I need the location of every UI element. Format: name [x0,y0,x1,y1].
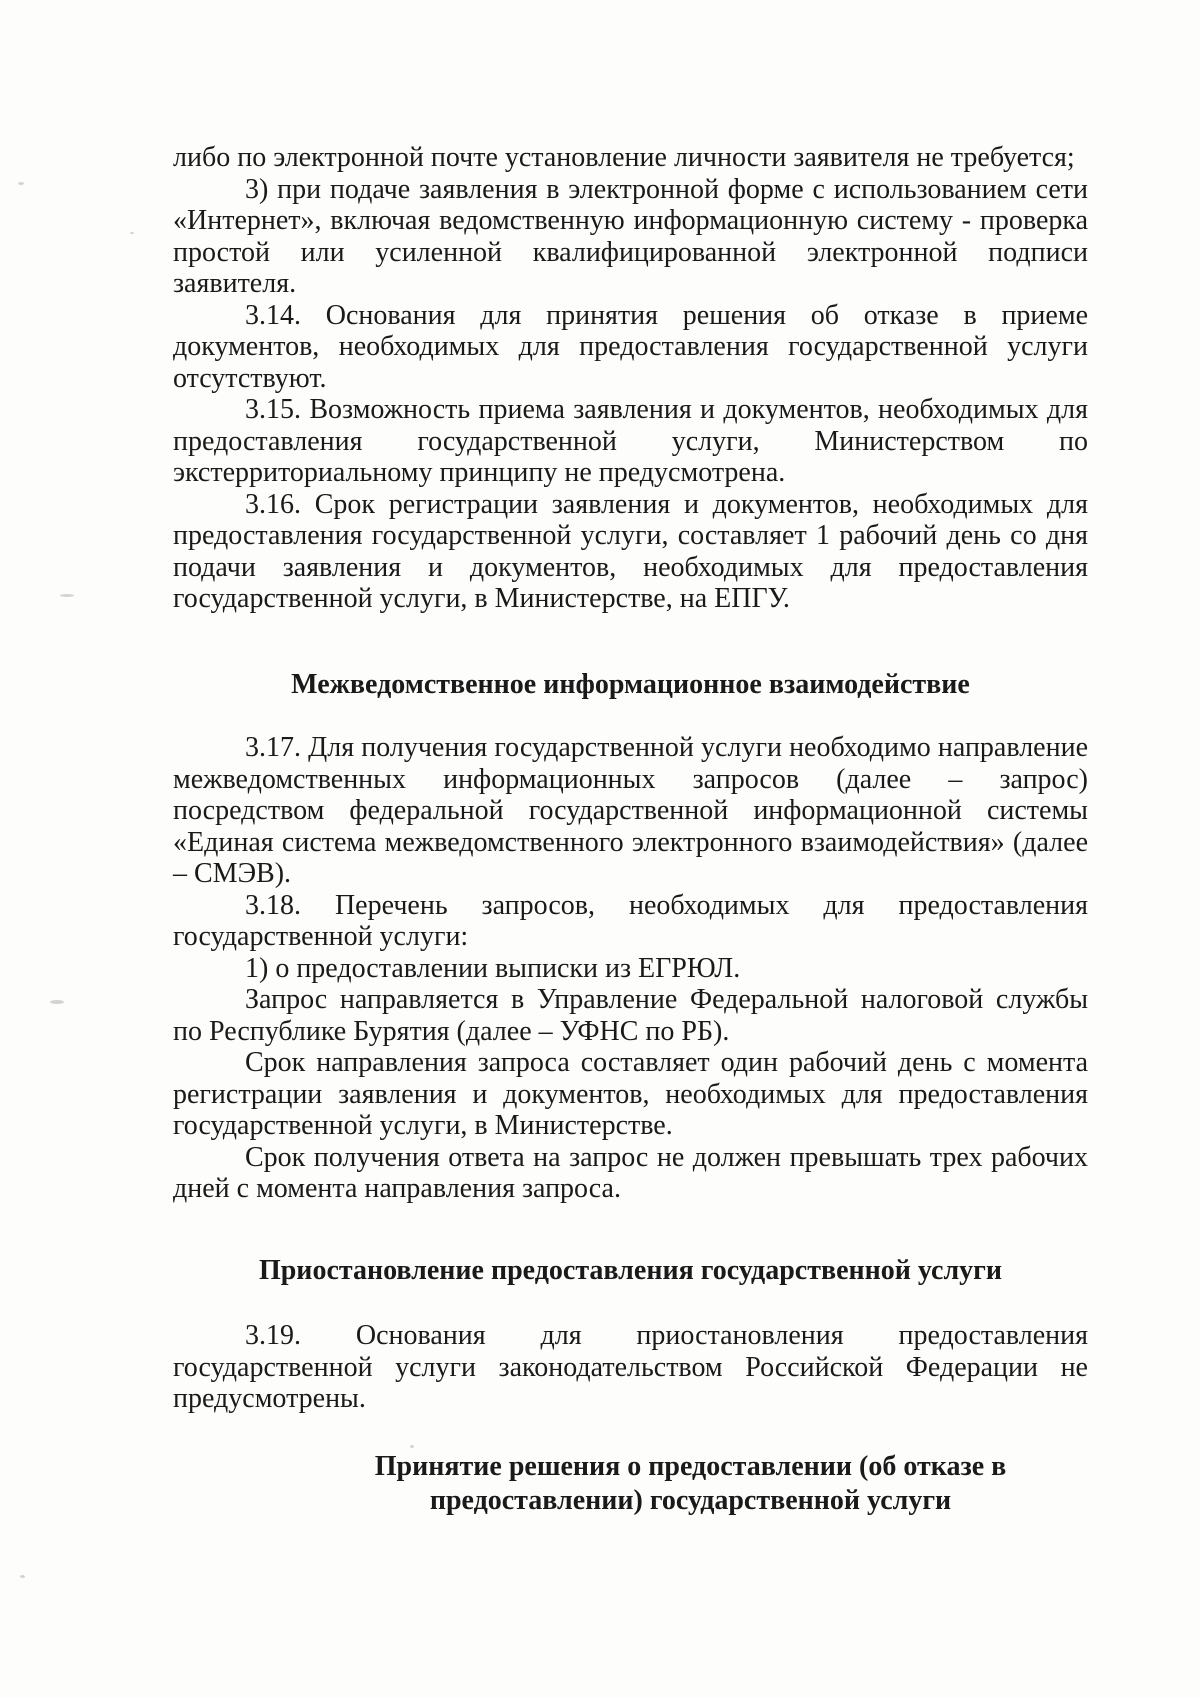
scan-speck [50,1000,64,1004]
paragraph-3-14: 3.14. Основания для принятия решения об отказе в приеме документов, необходимых для предоставления государственной услуги отсутствуют. [173,299,1088,394]
middle-text-block [173,732,1088,1205]
paragraph-3-16: 3.16. Срок регистрации заявления и документов, необходимых для предоставления государственной услуги, составляет 1 рабочий день со дня подачи заявления и документов, необходимых для предоставления государственной услуги, в Министерстве, на ЕПГУ. [173,488,1088,614]
scan-speck [18,182,24,185]
lower-text-block [173,1320,1088,1415]
scan-speck [60,594,74,597]
section-heading-decision-line-2: предоставлении) государственной услуги [429,1485,952,1516]
scan-speck [20,1575,25,1578]
section-heading-decision [173,1450,1088,1518]
paragraph-request-destination: Запрос направляется в Управление Федеральной налоговой службы по Республике Бурятия (далее – УФНС по РБ). [173,984,1088,1047]
scan-speck [130,232,134,234]
paragraph-request-response-term: Срок получения ответа на запрос не должен превышать трех рабочих дней с момента направления запроса. [173,1141,1088,1204]
paragraph-request-send-term: Срок направления запроса составляет один рабочий день с момента регистрации заявления и документов, необходимых для предоставления государственной услуги, в Министерстве. [173,1047,1088,1141]
top-text-block [173,142,1088,615]
paragraph-continuation: либо по электронной почте установление личности заявителя не требуется; [173,142,1075,173]
paragraph-request-1: 1) о предоставлении выписки из ЕГРЮЛ. [245,952,741,984]
paragraph-3-17: 3.17. Для получения государственной услуги необходимо направление межведомственных информационных запросов (далее – запрос) посредством федеральной государственной информационной системы «Единая система межведомственного электронного взаимодействия» (далее – СМЭВ). [173,732,1088,889]
section-heading-suspension: Приостановление предоставления государственной услуги [258,1255,1003,1286]
scan-speck [410,1445,414,1448]
paragraph-3-19: 3.19. Основания для приостановления предоставления государственной услуги законодательством Российской Федерации не предусмотрены. [173,1320,1088,1414]
paragraph-3-18: 3.18. Перечень запросов, необходимых для предоставления государственной услуги: [173,889,1088,952]
section-heading-interagency: Межведомственное информационное взаимодействие [291,669,970,700]
paragraph-3-15: 3.15. Возможность приема заявления и документов, необходимых для предоставления государственной услуги, Министерством по экстерриториальному принципу не предусмотрена. [173,394,1088,488]
paragraph-item-3: 3) при подаче заявления в электронной форме с использованием сети «Интернет», включая ведомственную информационную систему - проверка простой или усиленной квалифицированной электронной подписи заявителя. [173,173,1088,299]
section-heading-decision-line-1: Принятие решения о предоставлении (об отказе в [374,1451,1007,1482]
